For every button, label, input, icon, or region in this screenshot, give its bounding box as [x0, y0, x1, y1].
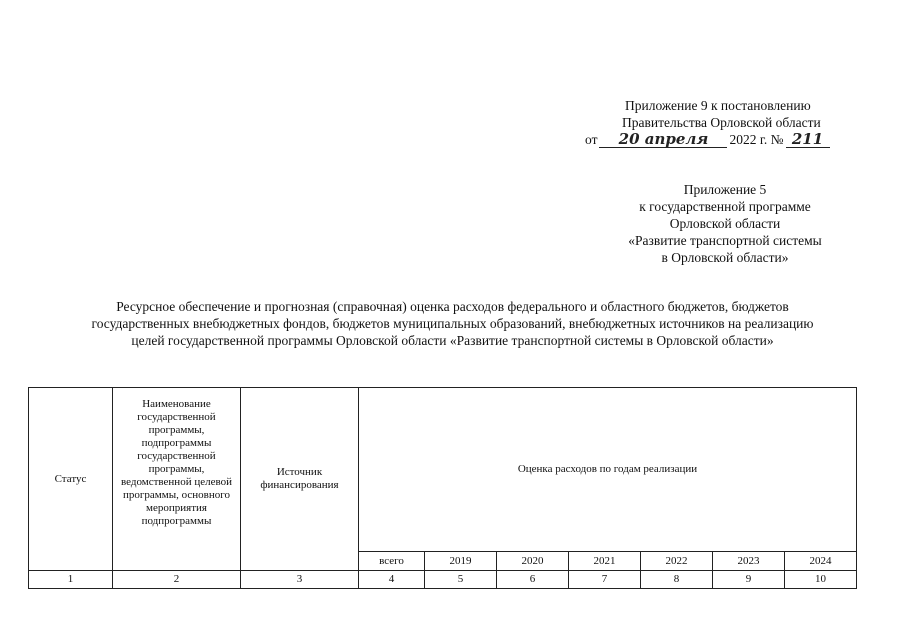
header-estimate: Оценка расходов по годам реализации — [359, 388, 857, 552]
header-name — [113, 388, 241, 571]
appendix-9-date-line — [585, 131, 875, 148]
title-line3: целей государственной программы Орловской области «Развитие транспортной системы в Орловской области» — [131, 333, 774, 348]
year-number-label: 2022 г. № — [729, 132, 784, 147]
subheader-year: 2024 — [785, 552, 857, 571]
appendix-5-line5: в Орловской области» — [661, 250, 789, 265]
header-name-text: Наименование государственной программы, подпрограммы государственной программы, ведомственной целевой программы, основного мероприятия подпрограммы — [121, 398, 232, 527]
appendix-9-line2: Правительства Орловской области — [622, 115, 821, 130]
handwritten-number: 211 — [786, 132, 830, 148]
appendix-5-line4: «Развитие транспортной системы — [628, 233, 822, 248]
subheader-total: всего — [359, 552, 425, 571]
handwritten-date: 20 апреля — [599, 132, 727, 148]
subheader-year: 2020 — [497, 552, 569, 571]
column-number: 10 — [785, 571, 857, 589]
column-number: 1 — [29, 571, 113, 589]
subheader-year: 2023 — [713, 552, 785, 571]
header-status: Статус — [29, 388, 113, 571]
appendix-5-line2: к государственной программе — [639, 199, 811, 214]
column-number: 3 — [241, 571, 359, 589]
appendix-5-header — [590, 181, 860, 266]
column-number: 6 — [497, 571, 569, 589]
title-line1: Ресурсное обеспечение и прогнозная (справочная) оценка расходов федерального и областного бюджетов, бюджетов — [116, 299, 789, 314]
date-prefix: от — [585, 132, 598, 147]
subheader-year: 2022 — [641, 552, 713, 571]
subheader-year: 2021 — [569, 552, 641, 571]
column-number: 8 — [641, 571, 713, 589]
column-number: 5 — [425, 571, 497, 589]
header-source: Источник финансирования — [241, 388, 359, 571]
column-number: 9 — [713, 571, 785, 589]
subheader-year: 2019 — [425, 552, 497, 571]
column-number: 4 — [359, 571, 425, 589]
appendix-9-header — [585, 97, 875, 148]
column-number: 7 — [569, 571, 641, 589]
appendix-5-line3: Орловской области — [669, 216, 781, 231]
appendix-9-line1: Приложение 9 к постановлению — [625, 98, 811, 113]
column-number: 2 — [113, 571, 241, 589]
appendix-5-line1: Приложение 5 — [683, 182, 767, 197]
title-line2: государственных внебюджетных фондов, бюджетов муниципальных образований, внебюджетных источников на реализацию — [91, 316, 814, 331]
expenses-table — [28, 387, 857, 589]
document-title — [20, 298, 885, 349]
